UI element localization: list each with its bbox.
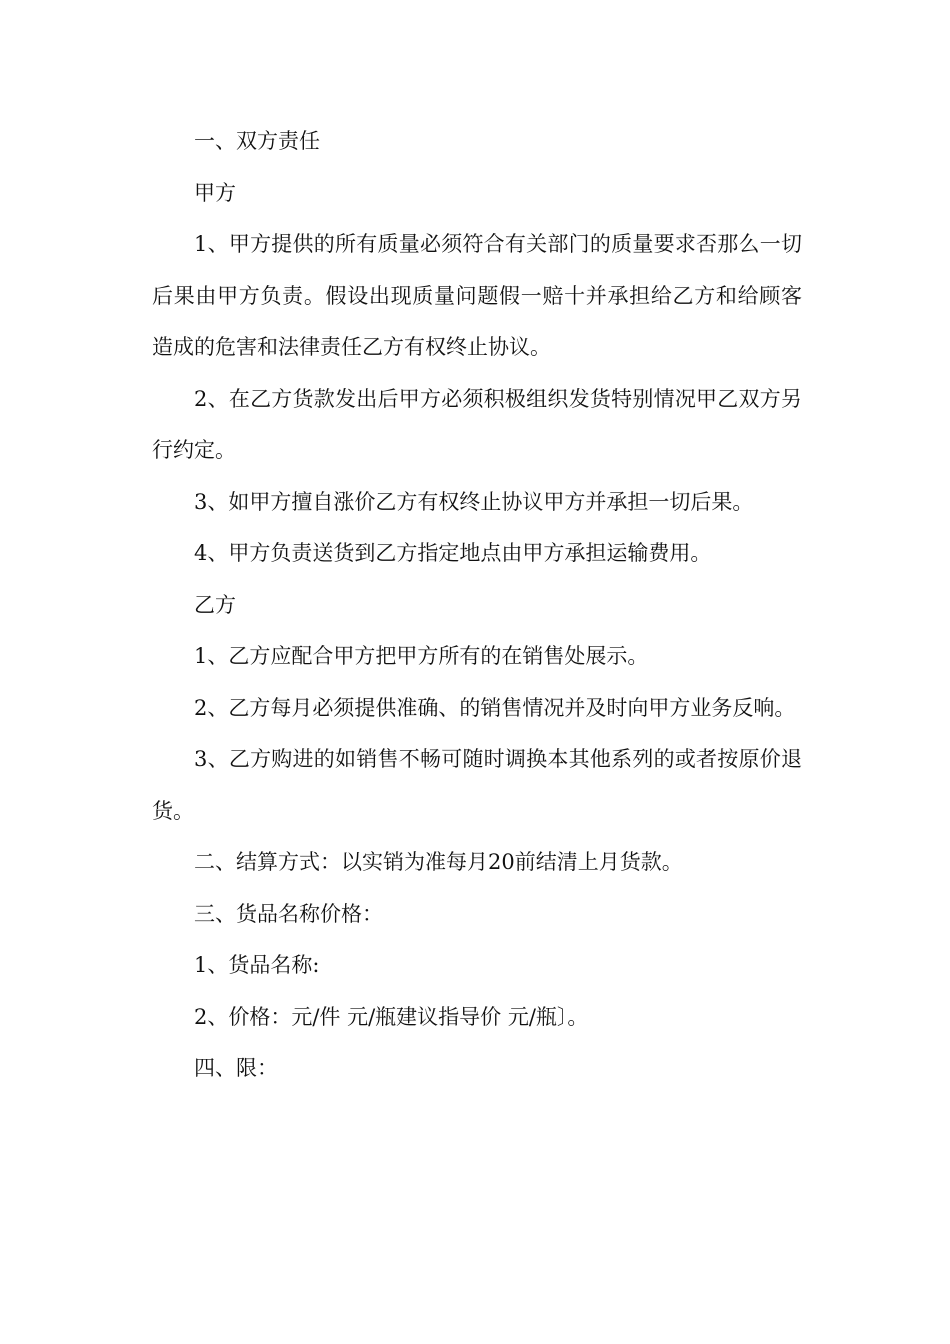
goods-price-line: 2、价格：元/件 元/瓶建议指导价 元/瓶〕。 xyxy=(194,1004,589,1029)
section-heading-term: 四、限： xyxy=(194,1056,278,1080)
party-a-clause-3: 3、如甲方擅自涨价乙方有权终止协议甲方并承担一切后果。 xyxy=(194,489,754,514)
section-heading-responsibilities: 一、双方责任 xyxy=(194,129,320,153)
party-b-clause-2: 2、乙方每月必须提供准确、的销售情况并及时向甲方业务反响。 xyxy=(194,695,796,720)
goods-name-line: 1、货品名称: xyxy=(194,953,320,977)
section-heading-settlement: 二、结算方式：以实销为准每月20前结清上月货款。 xyxy=(194,850,683,874)
party-b-clause-1: 1、乙方应配合甲方把甲方所有的在销售处展示。 xyxy=(194,644,649,668)
party-a-clause-1: 1、甲方提供的所有质量必须符合有关部门的质量要求否那么一切后果由甲方负责。假设出现质量问题假一赔十并承担给乙方和给顾客造成的危害和法律责任乙方有权终止协议。 xyxy=(152,232,802,359)
party-a-heading: 甲方 xyxy=(194,180,236,205)
party-b-heading: 乙方 xyxy=(194,592,236,617)
party-a-clause-4: 4、甲方负责送货到乙方指定地点由甲方承担运输费用。 xyxy=(194,541,712,565)
party-a-clause-2: 2、在乙方货款发出后甲方必须积极组织发货特别情况甲乙双方另行约定。 xyxy=(152,386,802,462)
section-heading-goods-price: 三、货品名称价格： xyxy=(194,901,383,926)
party-b-clause-3: 3、乙方购进的如销售不畅可随时调换本其他系列的或者按原价退货。 xyxy=(152,747,802,823)
document-body xyxy=(152,116,802,1095)
